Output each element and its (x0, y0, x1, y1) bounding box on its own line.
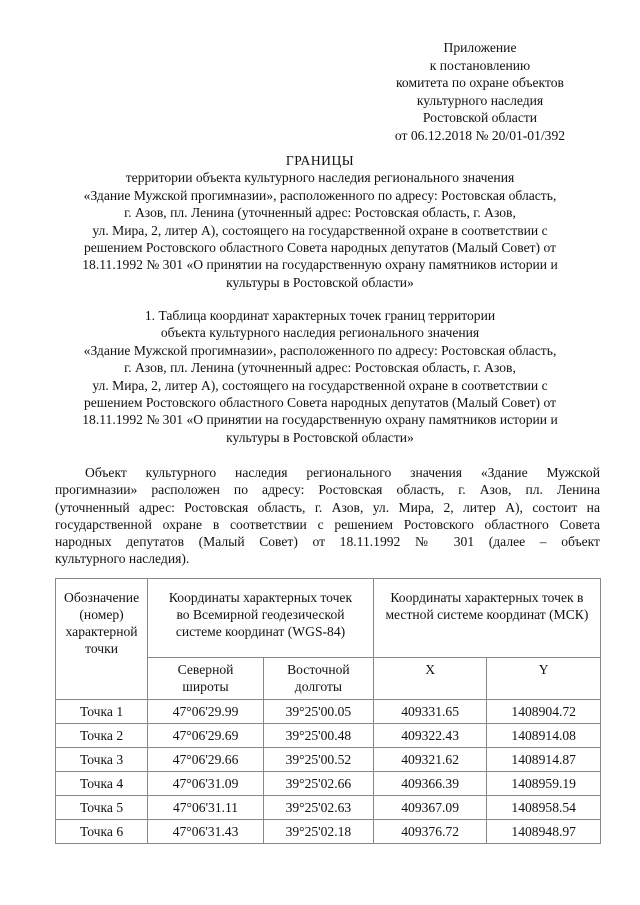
cell-x: 409321.62 (373, 748, 487, 772)
cell-east: 39°25'02.63 (263, 796, 373, 820)
table-heading (48, 307, 592, 446)
heading-line: территории объекта культурного наследия регионального значения (125, 170, 515, 186)
cell-y: 1408914.08 (487, 724, 601, 748)
subheader-x: X (373, 658, 487, 700)
cell-x: 409367.09 (373, 796, 487, 820)
table-row (56, 820, 601, 844)
table-heading-line: объекта культурного наследия регионального значения (160, 325, 480, 341)
cell-east: 39°25'00.05 (263, 700, 373, 724)
cell-point: Точка 2 (56, 724, 148, 748)
cell-north: 47°06'31.11 (148, 796, 264, 820)
table-row (56, 724, 601, 748)
subheader-east: Восточной долготы (263, 658, 373, 700)
table-heading-line: «Здание Мужской прогимназии», расположенного по адресу: Ростовская область, (83, 342, 557, 358)
cell-x: 409322.43 (373, 724, 487, 748)
appendix-block (380, 39, 580, 145)
subheader-y: Y (487, 658, 601, 700)
heading-line: «Здание Мужской прогимназии», расположенного по адресу: Ростовская область, (83, 187, 557, 203)
table-heading-line: решением Ростовского областного Совета народных депутатов (Малый Совет) от (83, 395, 557, 411)
cell-point: Точка 6 (56, 820, 148, 844)
paragraph-line: государственной охране в соответствии с решением Ростовского областного Совета (55, 516, 600, 532)
header-point: Обозначение (номер) характерной точки (56, 579, 148, 700)
table-heading-line: ул. Мира, 2, литер А), состоящего на государственной охране в соответствии с (92, 377, 548, 393)
cell-x: 409331.65 (373, 700, 487, 724)
paragraph-line: Объект культурного наследия регионального значения «Здание Мужской (85, 465, 600, 480)
cell-x: 409366.39 (373, 772, 487, 796)
appendix-line: культурного наследия (416, 92, 544, 108)
cell-east: 39°25'02.18 (263, 820, 373, 844)
coordinates-table (55, 578, 601, 844)
cell-point: Точка 1 (56, 700, 148, 724)
cell-north: 47°06'29.66 (148, 748, 264, 772)
table-row (56, 700, 601, 724)
table-heading-line: 1. Таблица координат характерных точек границ территории (144, 308, 496, 323)
heading-line: г. Азов, пл. Ленина (уточненный адрес: Ростовская область, г. Азов, (124, 205, 516, 221)
appendix-line: от 06.12.2018 № 20/01-01/392 (394, 127, 566, 143)
appendix-line: к постановлению (429, 57, 531, 73)
cell-east: 39°25'00.52 (263, 748, 373, 772)
table-header-row (56, 579, 601, 658)
description-paragraph (55, 464, 600, 568)
cell-north: 47°06'29.69 (148, 724, 264, 748)
cell-north: 47°06'31.43 (148, 820, 264, 844)
table-heading-line: г. Азов, пл. Ленина (уточненный адрес: Ростовская область, г. Азов, (124, 360, 516, 376)
cell-east: 39°25'00.48 (263, 724, 373, 748)
heading-line: 18.11.1992 № 301 «О принятии на государственную охрану памятников истории и (82, 257, 558, 273)
paragraph-line: (уточненный адрес: Ростовская область, г. Азов, ул. Мира, 2, литер А), состоит на (55, 499, 600, 515)
paragraph-line: народных депутатов (Малый Совет) от 18.11.1992 № 301 (далее – объект (55, 534, 600, 550)
subheader-north: Северной широты (148, 658, 264, 700)
heading-line: решением Ростовского областного Совета народных депутатов (Малый Совет) от (83, 240, 557, 256)
cell-y: 1408948.97 (487, 820, 601, 844)
cell-y: 1408958.54 (487, 796, 601, 820)
appendix-line: комитета по охране объектов (396, 75, 564, 91)
appendix-line: Приложение (443, 40, 517, 55)
paragraph-line: прогимназии» расположен по адресу: Ростовская область, г. Азов, пл. Ленина (55, 482, 600, 498)
cell-point: Точка 4 (56, 772, 148, 796)
document-heading (48, 152, 592, 291)
table-heading-line: культуры в Ростовской области» (226, 429, 414, 445)
cell-north: 47°06'29.99 (148, 700, 264, 724)
table-heading-line: 18.11.1992 № 301 «О принятии на государственную охрану памятников истории и (82, 412, 558, 428)
paragraph-line: культурного наследия). (55, 551, 190, 567)
cell-y: 1408904.72 (487, 700, 601, 724)
cell-east: 39°25'02.66 (263, 772, 373, 796)
cell-y: 1408914.87 (487, 748, 601, 772)
cell-point: Точка 3 (56, 748, 148, 772)
appendix-line: Ростовской области (422, 110, 538, 126)
cell-x: 409376.72 (373, 820, 487, 844)
heading-line: культуры в Ростовской области» (226, 274, 414, 290)
cell-north: 47°06'31.09 (148, 772, 264, 796)
header-msk: Координаты характерных точек в местной системе координат (МСК) (373, 579, 600, 658)
document-title: ГРАНИЦЫ (285, 153, 355, 168)
table-row (56, 796, 601, 820)
cell-y: 1408959.19 (487, 772, 601, 796)
table-row (56, 748, 601, 772)
table-row (56, 772, 601, 796)
cell-point: Точка 5 (56, 796, 148, 820)
header-wgs: Координаты характерных точек во Всемирной геодезической системе координат (WGS-84) (148, 579, 374, 658)
heading-line: ул. Мира, 2, литер А), состоящего на государственной охране в соответствии с (92, 222, 548, 238)
